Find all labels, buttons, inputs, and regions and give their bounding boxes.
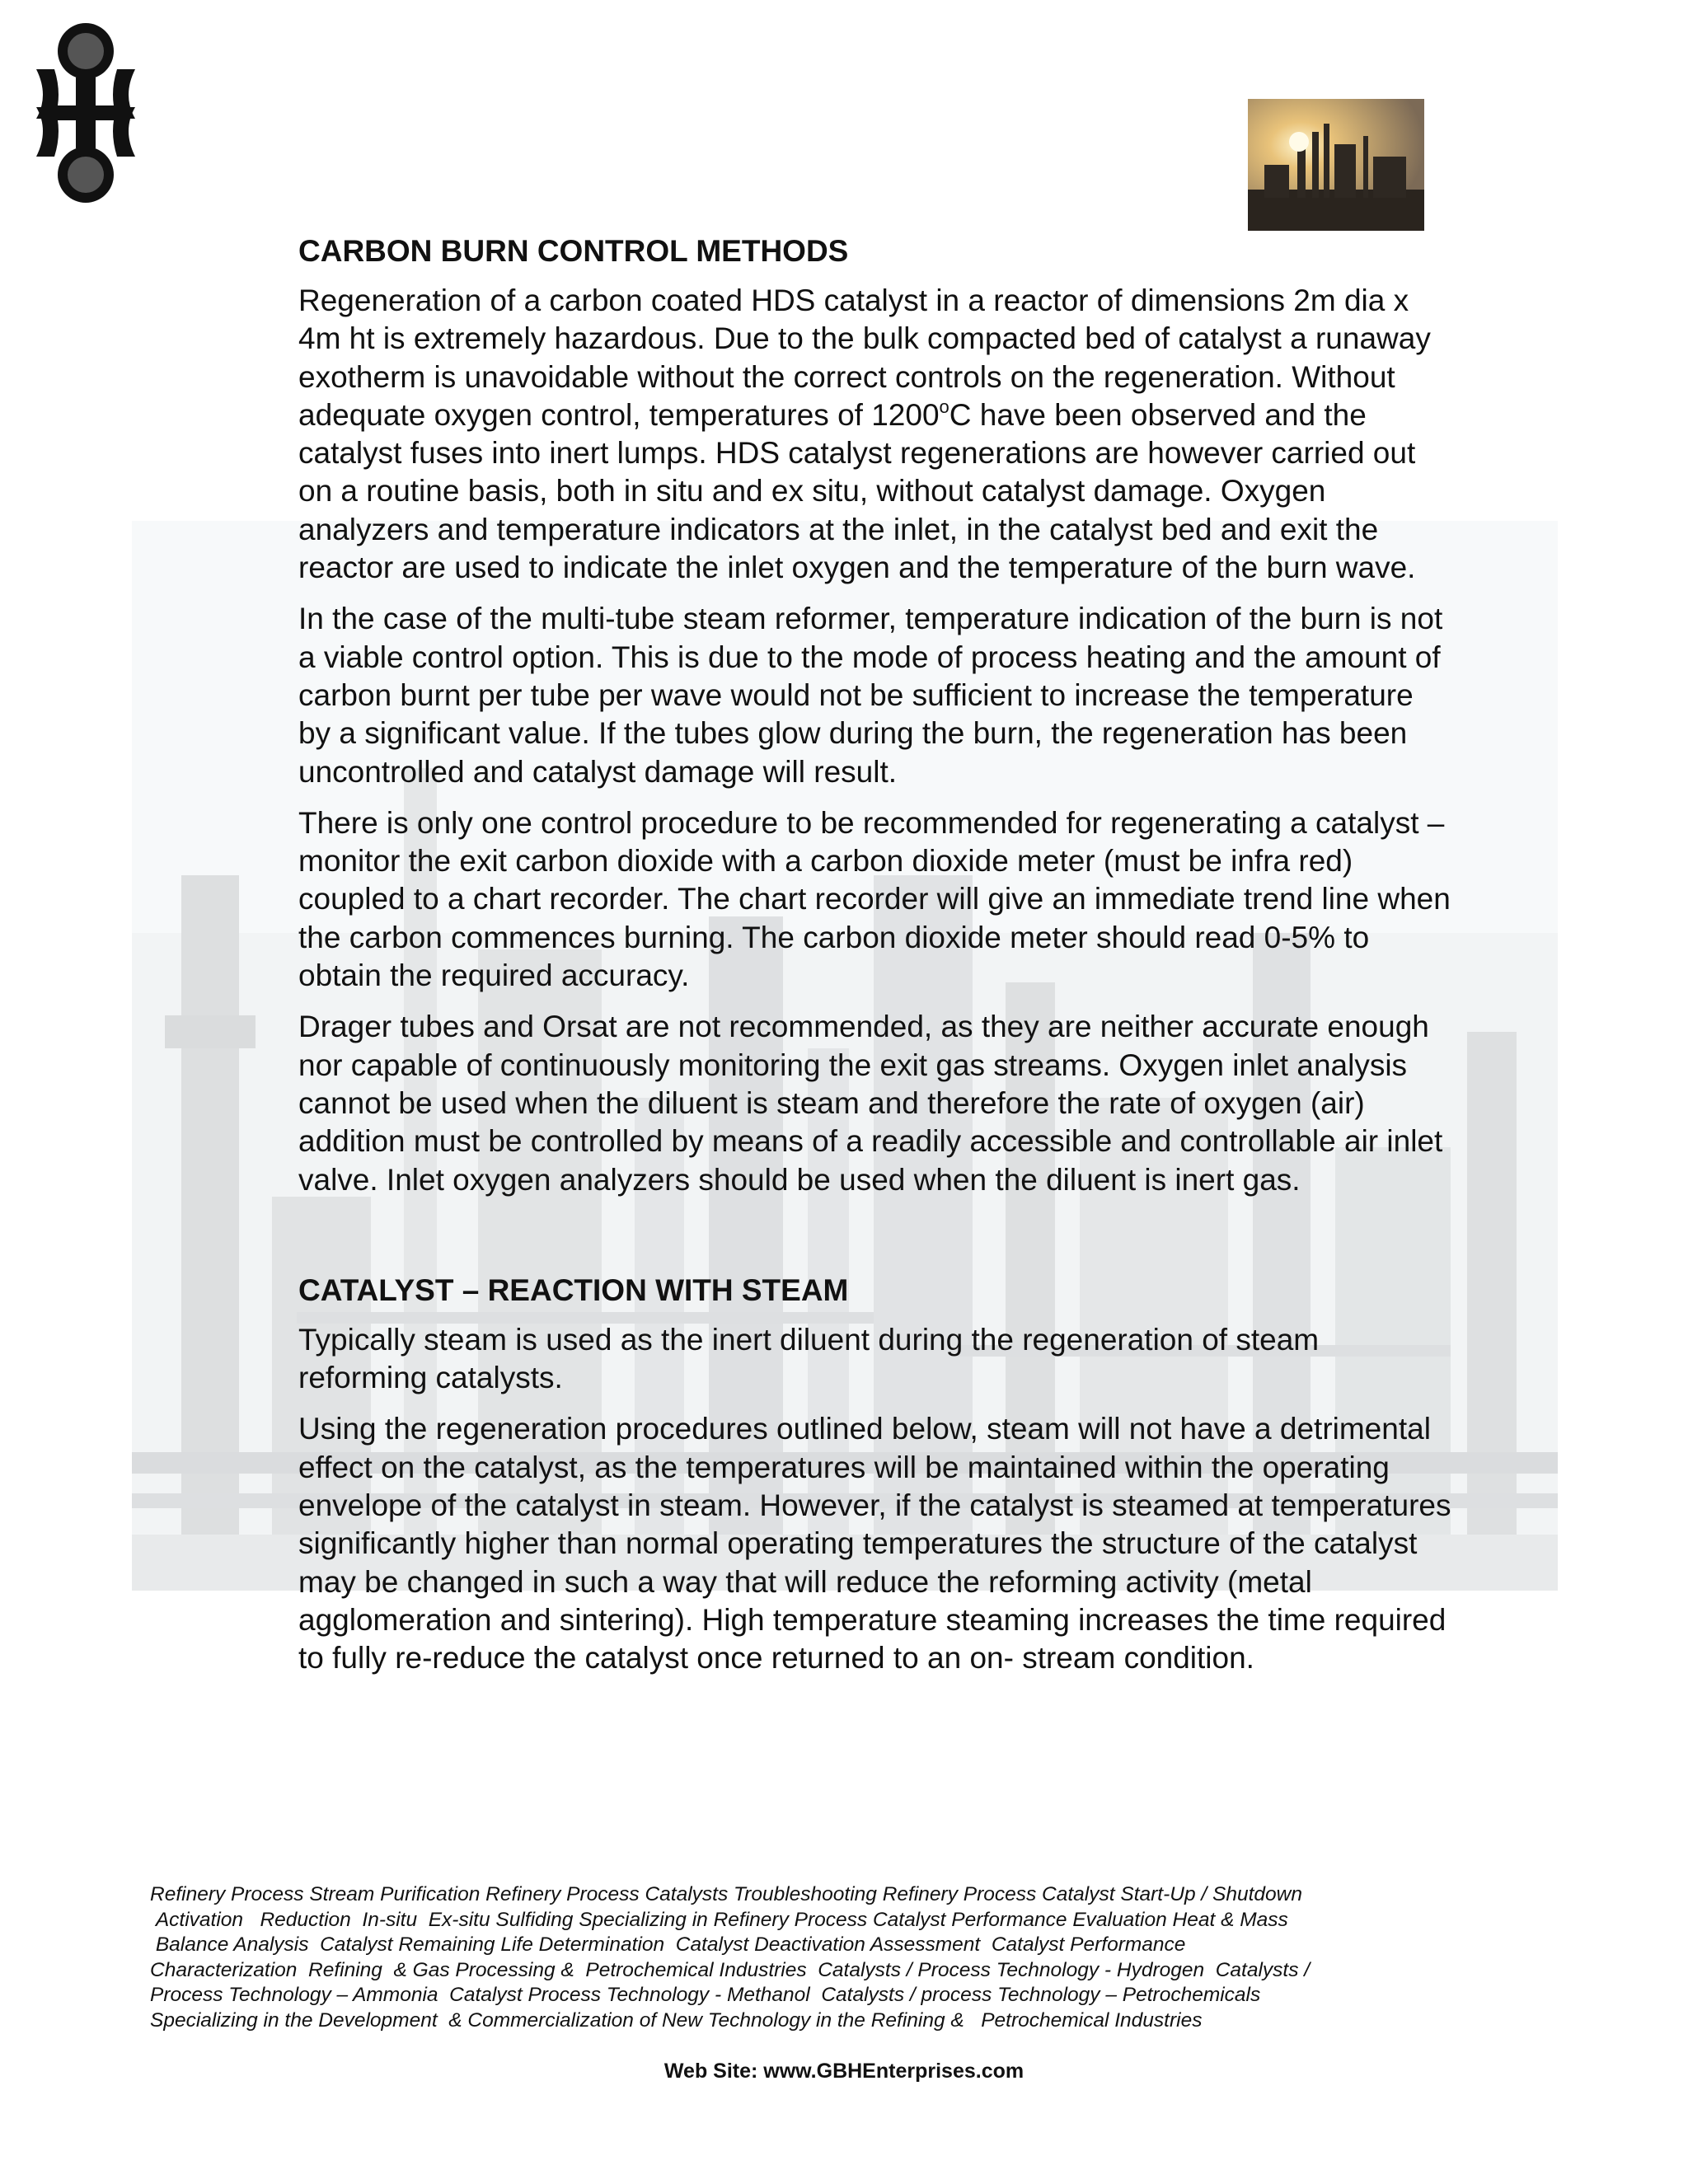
section-heading-reaction-with-steam: CATALYST – REACTION WITH STEAM [298,1272,849,1307]
paragraph: In the case of the multi-tube steam reformer, temperature indication of the burn is not a viable control option. This is due to the mode of process heating and the amount of carbon burnt per tube per wave would not be sufficient to increase the temperature by a significant value. If the tubes glow during the burn, the regeneration has been uncontrolled and catalyst damage will result. [298,602,1443,789]
gbh-logo-icon [30,20,142,206]
document-body [298,232,1452,1691]
paragraph: Typically steam is used as the inert diluent during the regeneration of steam reforming catalysts. [298,1322,1320,1395]
header-photo [1248,99,1424,231]
website-link[interactable]: Web Site: www.GBHEnterprises.com [663,2060,1025,2083]
refinery-sunset-photo [1248,99,1424,231]
paragraph: Drager tubes and Orsat are not recommended, as they are neither accurate enough nor capable of continuously monitoring the exit gas streams. Oxygen inlet analysis cannot be used when the diluent is steam and therefore the rate of oxygen (air) addition must be controlled by means of a readily accessible and controllable air inlet valve. Inlet oxygen analyzers should be used when the diluent is inert gas. [298,1010,1443,1197]
section-spacer [298,1212,1452,1272]
section-heading-carbon-burn: CARBON BURN CONTROL METHODS [298,234,849,268]
degree-superscript: o [939,396,950,417]
paragraph: Using the regeneration procedures outlined below, steam will not have a detrimental effect on the catalyst, as the temperatures will be maintained within the operating envelope of the catalyst in steam. However, if the catalyst is steamed at temperatures significantly higher than normal operating temperatures the structure of the catalyst may be changed in such a way that will reduce the reforming activity (metal agglomeration and sintering). High temperature steaming increases the time required to fully re-reduce the catalyst once returned to an on- stream condition. [298,1412,1451,1675]
paragraph: There is only one control procedure to be recommended for regenerating a catalyst – monitor the exit carbon dioxide with a carbon dioxide meter (must be infra red) coupled to a chart recorder. The chart recorder will give an immediate trend line when the carbon commences burning. The carbon dioxide meter should read 0-5% to obtain the required accuracy. [298,805,1451,993]
paragraph-text: C have been observed and the catalyst fuses into inert lumps. HDS catalyst regenerations are however carried out on a routine basis, both in situ and ex situ, without catalyst damage. Oxygen analyzers and temperature indicators at the inlet, in the catalyst bed and exit the reactor are used to indicate the inlet oxygen and the temperature of the burn wave. [298,397,1416,585]
company-logo [30,20,142,206]
paragraph-text: Regeneration of a carbon coated HDS catalyst in a reactor of dimensions 2m dia x 4m ht is extremely hazardous. Due to the bulk compacted bed of catalyst a runaway exotherm is unavoidable without the correct controls on the regeneration. Without adequate oxygen control, temperatures of 1200 [298,284,1431,432]
paragraph [298,282,1452,587]
footer-keywords: Refinery Process Stream Purification Refinery Process Catalysts Troubleshooting Refinery Process Catalyst Start-Up / Shutdown Activation Reduction In-situ Ex-situ Sulfiding Specializing in Refinery Process Catalyst Performance Evaluation Heat & Mass Balance Analysis Catalyst Remaining Life Determination Catalyst Deactivation Assessment Catalyst Performance Characterization Refining & Gas Processing & Petrochemical Industries Catalysts / Process Technology - Hydrogen Catalysts / Process Technology – Ammonia Catalyst Process Technology - Methanol Catalysts / process Technology – Petrochemicals Specializing in the Development & Commercialization of New Technology in the Refining & Petrochemical Industries [150,1883,1311,2032]
